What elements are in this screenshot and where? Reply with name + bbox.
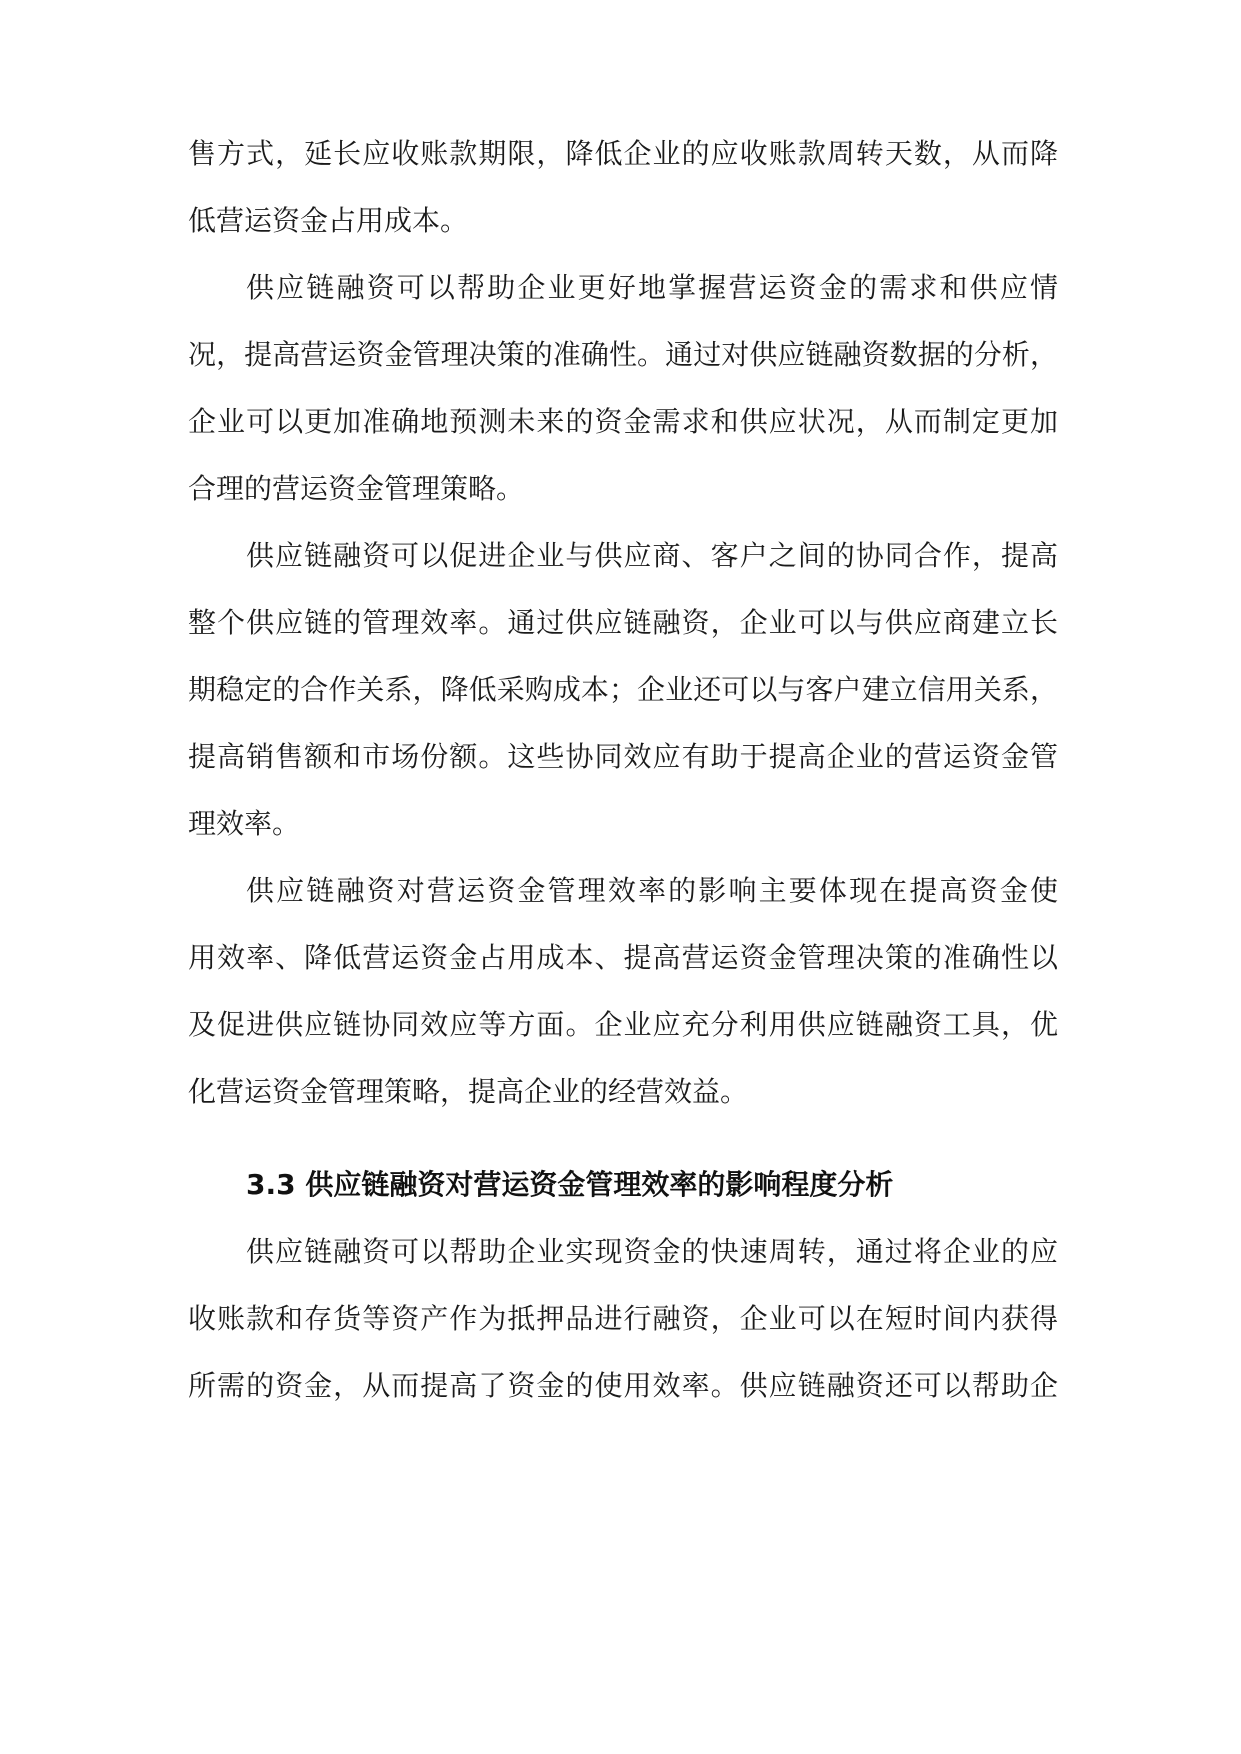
paragraph-5-line-3: 所需的资金，从而提高了资金的使用效率。供应链融资还可以帮助企 [188, 1369, 1058, 1402]
paragraph-2-line-3: 企业可以更加准确地预测未来的资金需求和供应状况，从而制定更加 [188, 405, 1058, 438]
paragraph-4-line-2: 用效率、降低营运资金占用成本、提高营运资金管理决策的准确性以 [188, 941, 1058, 974]
paragraph-3-line-3: 期稳定的合作关系，降低采购成本；企业还可以与客户建立信用关系， [188, 673, 1058, 706]
paragraph-2-line-1: 供应链融资可以帮助企业更好地掌握营运资金的需求和供应情 [246, 271, 1058, 304]
paragraph-5-line-1: 供应链融资可以帮助企业实现资金的快速周转，通过将企业的应 [246, 1235, 1058, 1268]
paragraph-3-line-2: 整个供应链的管理效率。通过供应链融资，企业可以与供应商建立长 [188, 606, 1058, 639]
paragraph-5-line-2: 收账款和存货等资产作为抵押品进行融资，企业可以在短时间内获得 [188, 1302, 1058, 1335]
paragraph-4-line-1: 供应链融资对营运资金管理效率的影响主要体现在提高资金使 [246, 874, 1058, 907]
paragraph-2-line-4: 合理的营运资金管理策略。 [188, 472, 525, 505]
paragraph-3-line-4: 提高销售额和市场份额。这些协同效应有助于提高企业的营运资金管 [188, 740, 1058, 773]
paragraph-1-line-2: 低营运资金占用成本。 [188, 204, 469, 237]
section-heading: 3.3 供应链融资对营运资金管理效率的影响程度分析 [246, 1168, 894, 1201]
paragraph-4-line-4: 化营运资金管理策略，提高企业的经营效益。 [188, 1075, 749, 1108]
paragraph-3-line-5: 理效率。 [188, 807, 301, 840]
paragraph-3-line-1: 供应链融资可以促进企业与供应商、客户之间的协同合作，提高 [246, 539, 1058, 572]
paragraph-1-line-1: 售方式，延长应收账款期限，降低企业的应收账款周转天数，从而降 [188, 137, 1058, 170]
paragraph-2-line-2: 况，提高营运资金管理决策的准确性。通过对供应链融资数据的分析， [188, 338, 1058, 371]
paragraph-4-line-3: 及促进供应链协同效应等方面。企业应充分利用供应链融资工具，优 [188, 1008, 1058, 1041]
